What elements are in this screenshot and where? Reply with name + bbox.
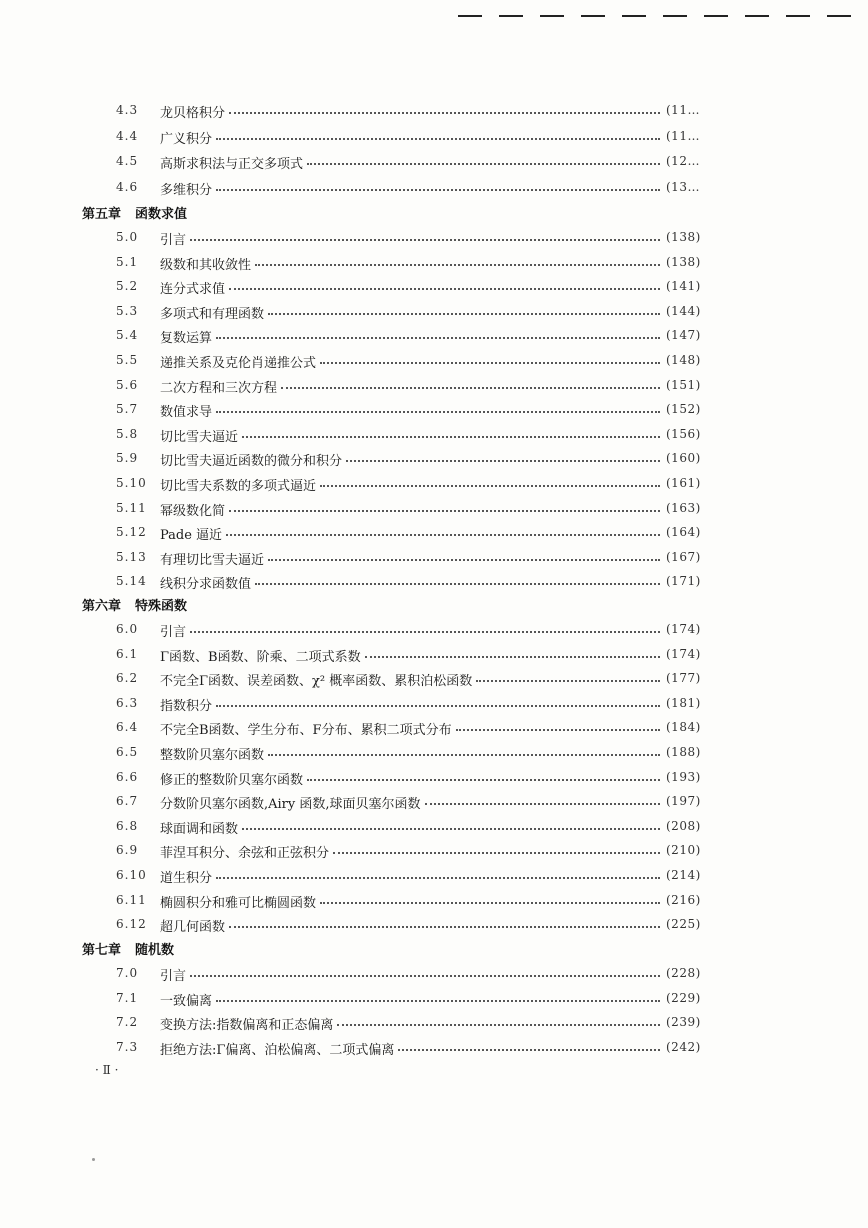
dot-leader [216, 189, 660, 191]
section-number: 5.5 [116, 353, 139, 367]
chapter-label: 第五章 [82, 207, 122, 222]
page-ref: (138) [666, 230, 701, 244]
section-number: 6.0 [116, 622, 139, 636]
section-number: 6.8 [116, 818, 139, 833]
section-title: 切比雪夫系数的多项式逼近 [160, 479, 317, 494]
page-ref: (214) [666, 868, 701, 882]
section-number: 4.4 [116, 128, 139, 143]
header-dash [499, 15, 523, 17]
page-ref: (164) [666, 525, 701, 540]
chapter-title: 特殊函数 [135, 599, 188, 614]
toc-entry [0, 645, 868, 667]
page-ref: (229) [666, 990, 701, 1005]
header-dashes [458, 12, 858, 20]
dot-leader [216, 705, 660, 707]
page-ref: (216) [666, 892, 701, 907]
dot-leader [190, 975, 660, 977]
header-dash [745, 15, 769, 17]
page-ref: (177) [666, 671, 701, 686]
page-ref: (148) [666, 353, 701, 367]
section-title: 椭圆积分和雅可比椭圆函数 [160, 895, 317, 911]
toc-entry [0, 817, 868, 839]
header-dash [827, 15, 851, 17]
toc-entry [0, 228, 868, 250]
dot-leader [476, 680, 660, 682]
dot-leader [255, 583, 660, 585]
header-dash [663, 15, 687, 17]
toc-entry [0, 523, 868, 545]
dot-leader [320, 902, 660, 904]
dot-leader [320, 362, 660, 364]
section-number: 6.3 [116, 695, 139, 710]
toc-entry [0, 866, 868, 888]
toc-entry [0, 841, 868, 863]
page-ref: (228) [666, 966, 701, 980]
page-ref: (174) [666, 646, 701, 661]
dot-leader [365, 656, 660, 658]
toc-entry [0, 376, 868, 398]
section-number: 7.3 [116, 1039, 139, 1054]
toc-entry [0, 499, 868, 521]
dot-leader [268, 559, 660, 561]
toc-entry [0, 743, 868, 765]
section-title: 拒绝方法:Γ偏离、泊松偏离、二项式偏离 [160, 1042, 395, 1058]
chapter-title: 函数求值 [135, 207, 188, 222]
section-number: 6.6 [116, 769, 139, 784]
section-title: 多项式和有理函数 [160, 306, 265, 322]
section-title: 超几何函数 [160, 920, 226, 936]
section-title: 引言 [160, 233, 187, 248]
dot-leader [425, 803, 660, 805]
section-title: 不完全Γ函数、误差函数、χ² 概率函数、累积泊松函数 [160, 674, 473, 690]
toc-entry [0, 964, 868, 986]
dot-leader [268, 313, 660, 315]
page-ref: (225) [666, 917, 701, 932]
section-title: 广义积分 [160, 131, 213, 147]
section-title: 级数和其收敛性 [160, 257, 252, 273]
chapter-heading-6 [82, 595, 187, 614]
page-ref: (160) [666, 451, 701, 466]
section-title: 引言 [160, 625, 187, 640]
header-dash [581, 15, 605, 17]
section-title: 递推关系及克伦肖递推公式 [160, 356, 317, 371]
page-ref: (151) [666, 377, 701, 392]
toc-entry [0, 572, 868, 594]
toc-entry [0, 449, 868, 471]
toc-entry [0, 718, 868, 740]
toc-entry [0, 694, 868, 716]
chapter-label: 第六章 [82, 599, 122, 614]
toc-entry [0, 127, 868, 149]
toc-entry [0, 253, 868, 275]
toc-entry [0, 620, 868, 642]
toc-entry [0, 891, 868, 913]
toc-entry [0, 178, 868, 200]
section-number: 7.0 [116, 966, 139, 980]
page-ref: (193) [666, 769, 701, 784]
section-title: 切比雪夫逼近函数的微分和积分 [160, 454, 343, 470]
chapter-heading-5 [82, 203, 187, 222]
toc-entry [0, 400, 868, 422]
section-number: 6.4 [116, 720, 139, 735]
page-ref: (197) [666, 794, 701, 809]
toc-entry [0, 768, 868, 790]
section-number: 5.2 [116, 279, 139, 294]
dot-leader [242, 828, 660, 830]
dot-leader [216, 411, 660, 413]
page-ref: (156) [666, 426, 701, 441]
section-title: 二次方程和三次方程 [160, 380, 278, 396]
section-title: 引言 [160, 969, 187, 984]
section-title: 有理切比雪夫逼近 [160, 552, 265, 568]
section-number: 5.14 [116, 574, 147, 589]
page-ref: (188) [666, 745, 701, 759]
section-number: 6.12 [116, 917, 147, 932]
section-title: Γ函数、B函数、阶乘、二项式系数 [160, 649, 361, 665]
header-dash [786, 15, 810, 17]
page-ref: (184) [666, 720, 701, 735]
dot-leader [242, 436, 660, 438]
dot-leader [226, 534, 660, 536]
section-number: 6.1 [116, 646, 139, 661]
section-number: 6.7 [116, 794, 139, 809]
section-title: 线积分求函数值 [160, 577, 252, 593]
section-number: 5.10 [116, 476, 147, 490]
section-number: 4.3 [116, 103, 139, 117]
section-title: 修正的整数阶贝塞尔函数 [160, 772, 304, 788]
section-title: 多维积分 [160, 182, 213, 198]
dot-leader [255, 264, 660, 266]
dot-leader [216, 138, 660, 140]
page-ref: (11… [666, 103, 700, 117]
section-number: 5.12 [116, 525, 147, 540]
page-ref: (171) [666, 574, 701, 589]
section-number: 7.2 [116, 1015, 139, 1030]
section-title: 变换方法:指数偏离和正态偏离 [160, 1018, 334, 1034]
page-ref: (11… [666, 128, 700, 143]
page-ref: (147) [666, 328, 701, 343]
section-number: 5.0 [116, 230, 139, 244]
section-number: 6.10 [116, 868, 147, 882]
section-number: 6.11 [116, 892, 147, 907]
toc-entry [0, 277, 868, 299]
dot-leader [337, 1024, 660, 1026]
header-dash [458, 15, 482, 17]
section-title: 不完全B函数、学生分布、F分布、累积二项式分布 [160, 723, 452, 739]
page-ref: (181) [666, 695, 701, 710]
toc-entry [0, 474, 868, 496]
section-title: 分数阶贝塞尔函数,Airy 函数,球面贝塞尔函数 [160, 797, 421, 813]
dot-leader [456, 729, 660, 731]
dot-leader [229, 112, 660, 114]
section-number: 6.9 [116, 843, 139, 858]
dot-leader [190, 239, 660, 241]
dot-leader [320, 485, 660, 487]
page-ref: (242) [666, 1039, 701, 1054]
toc-entry [0, 101, 868, 123]
toc-entry [0, 351, 868, 373]
toc-entry [0, 326, 868, 348]
page-ref: (144) [666, 303, 701, 318]
dot-leader [307, 779, 660, 781]
section-number: 5.8 [116, 426, 139, 441]
dot-leader [216, 877, 660, 879]
section-title: 高斯求积法与正交多项式 [160, 157, 304, 172]
header-dash [622, 15, 646, 17]
page-ref: (163) [666, 500, 701, 515]
section-number: 5.4 [116, 328, 139, 343]
dot-leader [229, 926, 660, 928]
toc-entry [0, 669, 868, 691]
scan-speck [92, 1158, 95, 1161]
dot-leader [216, 1000, 660, 1002]
page-ref: (161) [666, 476, 701, 490]
dot-leader [229, 510, 660, 512]
dot-leader [307, 163, 660, 165]
header-dash [704, 15, 728, 17]
section-title: 菲涅耳积分、余弦和正弦积分 [160, 846, 330, 862]
chapter-title: 随机数 [135, 943, 175, 958]
page-ref: (141) [666, 279, 701, 294]
section-number: 6.2 [116, 671, 139, 686]
page-ref: (174) [666, 622, 701, 636]
dot-leader [398, 1049, 660, 1051]
dot-leader [190, 631, 660, 633]
toc-entry [0, 152, 868, 174]
section-title: 道生积分 [160, 871, 213, 886]
section-number: 5.3 [116, 303, 139, 318]
page-number-footer: · Ⅱ · [95, 1063, 119, 1077]
dot-leader [229, 288, 660, 290]
dot-leader [216, 337, 660, 339]
section-title: Pade 逼近 [160, 528, 223, 544]
chapter-heading-7 [82, 939, 174, 958]
toc-entry [0, 792, 868, 814]
section-title: 幂级数化简 [160, 503, 226, 519]
toc-entry [0, 548, 868, 570]
section-number: 4.6 [116, 179, 139, 194]
section-title: 一致偏离 [160, 993, 213, 1009]
dot-leader [281, 387, 660, 389]
dot-leader [346, 460, 660, 462]
section-title: 数值求导 [160, 405, 213, 421]
toc-entry [0, 1038, 868, 1060]
section-number: 5.7 [116, 402, 139, 417]
toc-entry [0, 302, 868, 324]
section-number: 5.6 [116, 377, 139, 392]
page-ref: (138) [666, 254, 701, 269]
section-number: 7.1 [116, 990, 139, 1005]
section-title: 球面调和函数 [160, 821, 239, 837]
section-number: 5.9 [116, 451, 139, 466]
page-ref: (152) [666, 402, 701, 417]
toc-entry [0, 989, 868, 1011]
page-ref: (13… [666, 179, 700, 194]
dot-leader [268, 754, 660, 756]
toc-entry [0, 1013, 868, 1035]
section-number: 6.5 [116, 745, 139, 759]
page-ref: (210) [666, 843, 701, 858]
chapter-label: 第七章 [82, 943, 122, 958]
page-ref: (167) [666, 549, 701, 564]
page-ref: (12… [666, 154, 700, 168]
section-number: 5.11 [116, 500, 147, 515]
section-number: 4.5 [116, 154, 139, 168]
section-title: 复数运算 [160, 331, 213, 347]
toc-entry [0, 915, 868, 937]
section-title: 指数积分 [160, 698, 213, 714]
page-ref: (239) [666, 1015, 701, 1030]
header-dash [540, 15, 564, 17]
section-title: 切比雪夫逼近 [160, 429, 239, 445]
section-number: 5.13 [116, 549, 147, 564]
section-title: 整数阶贝塞尔函数 [160, 748, 265, 763]
toc-entry [0, 425, 868, 447]
section-number: 5.1 [116, 254, 139, 269]
page-ref: (208) [666, 818, 701, 833]
dot-leader [333, 852, 660, 854]
section-title: 连分式求值 [160, 282, 226, 298]
section-title: 龙贝格积分 [160, 106, 226, 121]
